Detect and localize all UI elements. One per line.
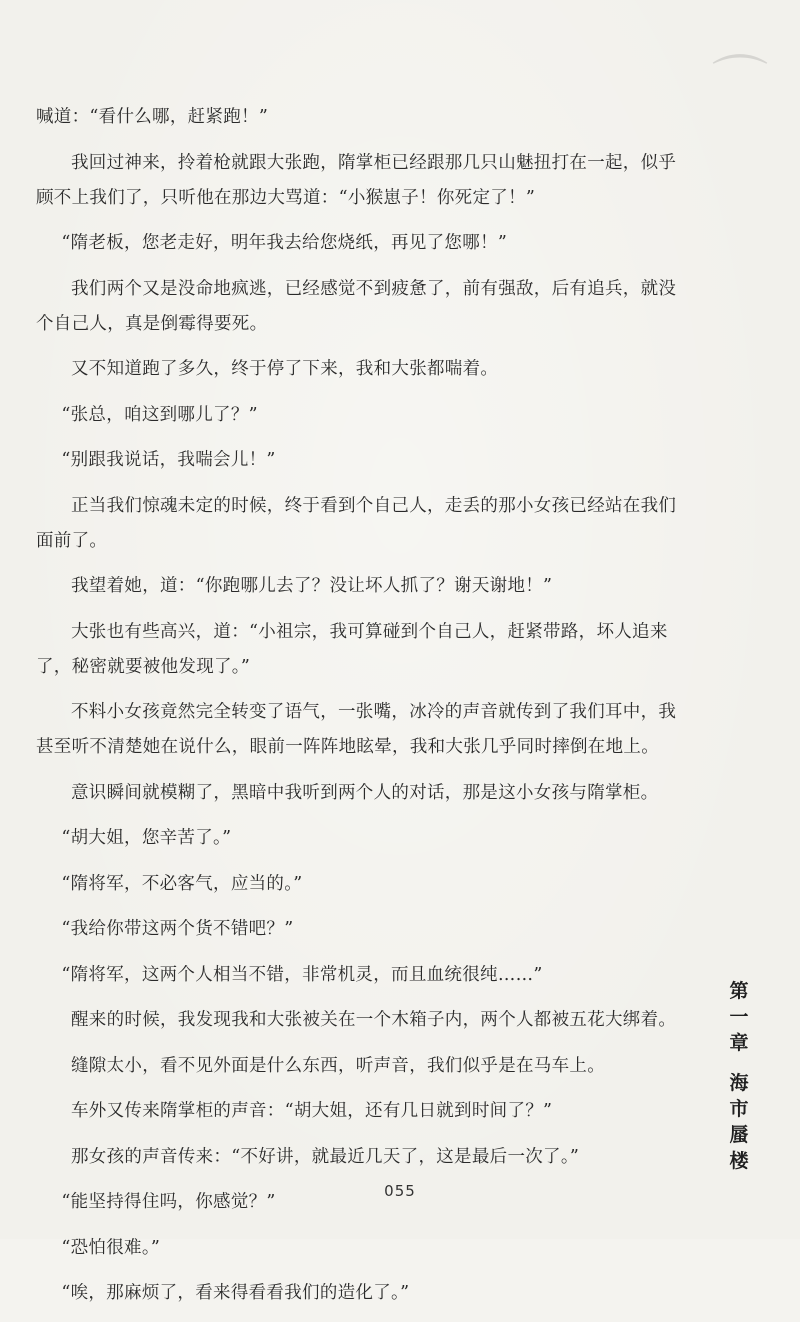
paragraph: 醒来的时候，我发现我和大张被关在一个木箱子内，两个人都被五花大绑着。 — [71, 1010, 677, 1030]
paragraph: 意识瞬间就模糊了，黑暗中我听到两个人的对话，那是这小女孩与隋掌柜。 — [71, 782, 659, 803]
chapter-side-marker — [726, 978, 752, 1174]
paragraph: “能坚持得住吗，你感觉？” — [61, 1192, 276, 1212]
paragraph: 车外又传来隋掌柜的声音：“胡大姐，还有几日就到时间了？” — [71, 1101, 553, 1121]
chapter-title-char: 市 — [729, 1098, 749, 1120]
paragraph: 喊道：“看什么哪，赶紧跑！” — [36, 107, 269, 127]
chapter-title-char: 海 — [729, 1072, 749, 1094]
chapter-title-char: 楼 — [729, 1150, 749, 1172]
paragraph: 我们两个又是没命地疯逃，已经感觉不到疲惫了，前有强敌，后有追兵，就没个自己人，真是倒霉得要死。 — [36, 278, 677, 334]
chapter-title-char: 蜃 — [729, 1124, 749, 1146]
body-text — [36, 100, 680, 1322]
chapter-number-char: 第 — [729, 980, 749, 1002]
paragraph: 又不知道跑了多久，终于停了下来，我和大张都喘着。 — [71, 359, 499, 379]
page-number: 055 — [384, 1182, 416, 1200]
paragraph: “恐怕很难。” — [61, 1237, 161, 1258]
paragraph: 我回过神来，拎着枪就跟大张跑，隋掌柜已经跟那几只山魅扭打在一起，似乎顾不上我们了，只听他在那边大骂道：“小猴崽子！你死定了！” — [36, 152, 677, 208]
chapter-number-char: 章 — [729, 1032, 749, 1054]
paragraph: “隋老板，您老走好，明年我去给您烧纸，再见了您哪！” — [61, 233, 508, 253]
faint-bleedthrough-glyph-icon: ⌒ — [712, 51, 768, 116]
paragraph: “胡大姐，您辛苦了。” — [61, 828, 232, 848]
chapter-marker-gap — [726, 1056, 752, 1070]
paragraph: 我望着她，道：“你跑哪儿去了？没让坏人抓了？谢天谢地！” — [71, 576, 553, 596]
paragraph: “我给你带这两个货不错吧？” — [61, 919, 294, 939]
paragraph: “隋将军，这两个人相当不错，非常机灵，而且血统很纯……” — [61, 964, 543, 985]
chapter-number-char: 一 — [729, 1006, 749, 1028]
paragraph: “别跟我说话，我喘会儿！” — [61, 450, 276, 470]
paragraph: 大张也有些高兴，道：“小祖宗，我可算碰到个自己人，赶紧带路，坏人追来了，秘密就要被他发现了。” — [36, 621, 668, 677]
paragraph: 正当我们惊魂未定的时候，终于看到个自己人，走丢的那小女孩已经站在我们面前了。 — [36, 495, 677, 551]
paragraph: 那女孩的声音传来：“不好讲，就最近几天了，这是最后一次了。” — [71, 1146, 580, 1167]
paragraph: “张总，咱这到哪儿了？” — [61, 404, 258, 425]
paragraph: “隋将军，不必客气，应当的。” — [61, 873, 303, 894]
paragraph: “唉，那麻烦了，看来得看看我们的造化了。” — [61, 1283, 410, 1303]
paragraph: 缝隙太小，看不见外面是什么东西，听声音，我们似乎是在马车上。 — [71, 1055, 605, 1076]
paragraph: 不料小女孩竟然完全转变了语气，一张嘴，冰冷的声音就传到了我们耳中，我甚至听不清楚她在说什么，眼前一阵阵地眩晕，我和大张几乎同时摔倒在地上。 — [36, 702, 677, 757]
